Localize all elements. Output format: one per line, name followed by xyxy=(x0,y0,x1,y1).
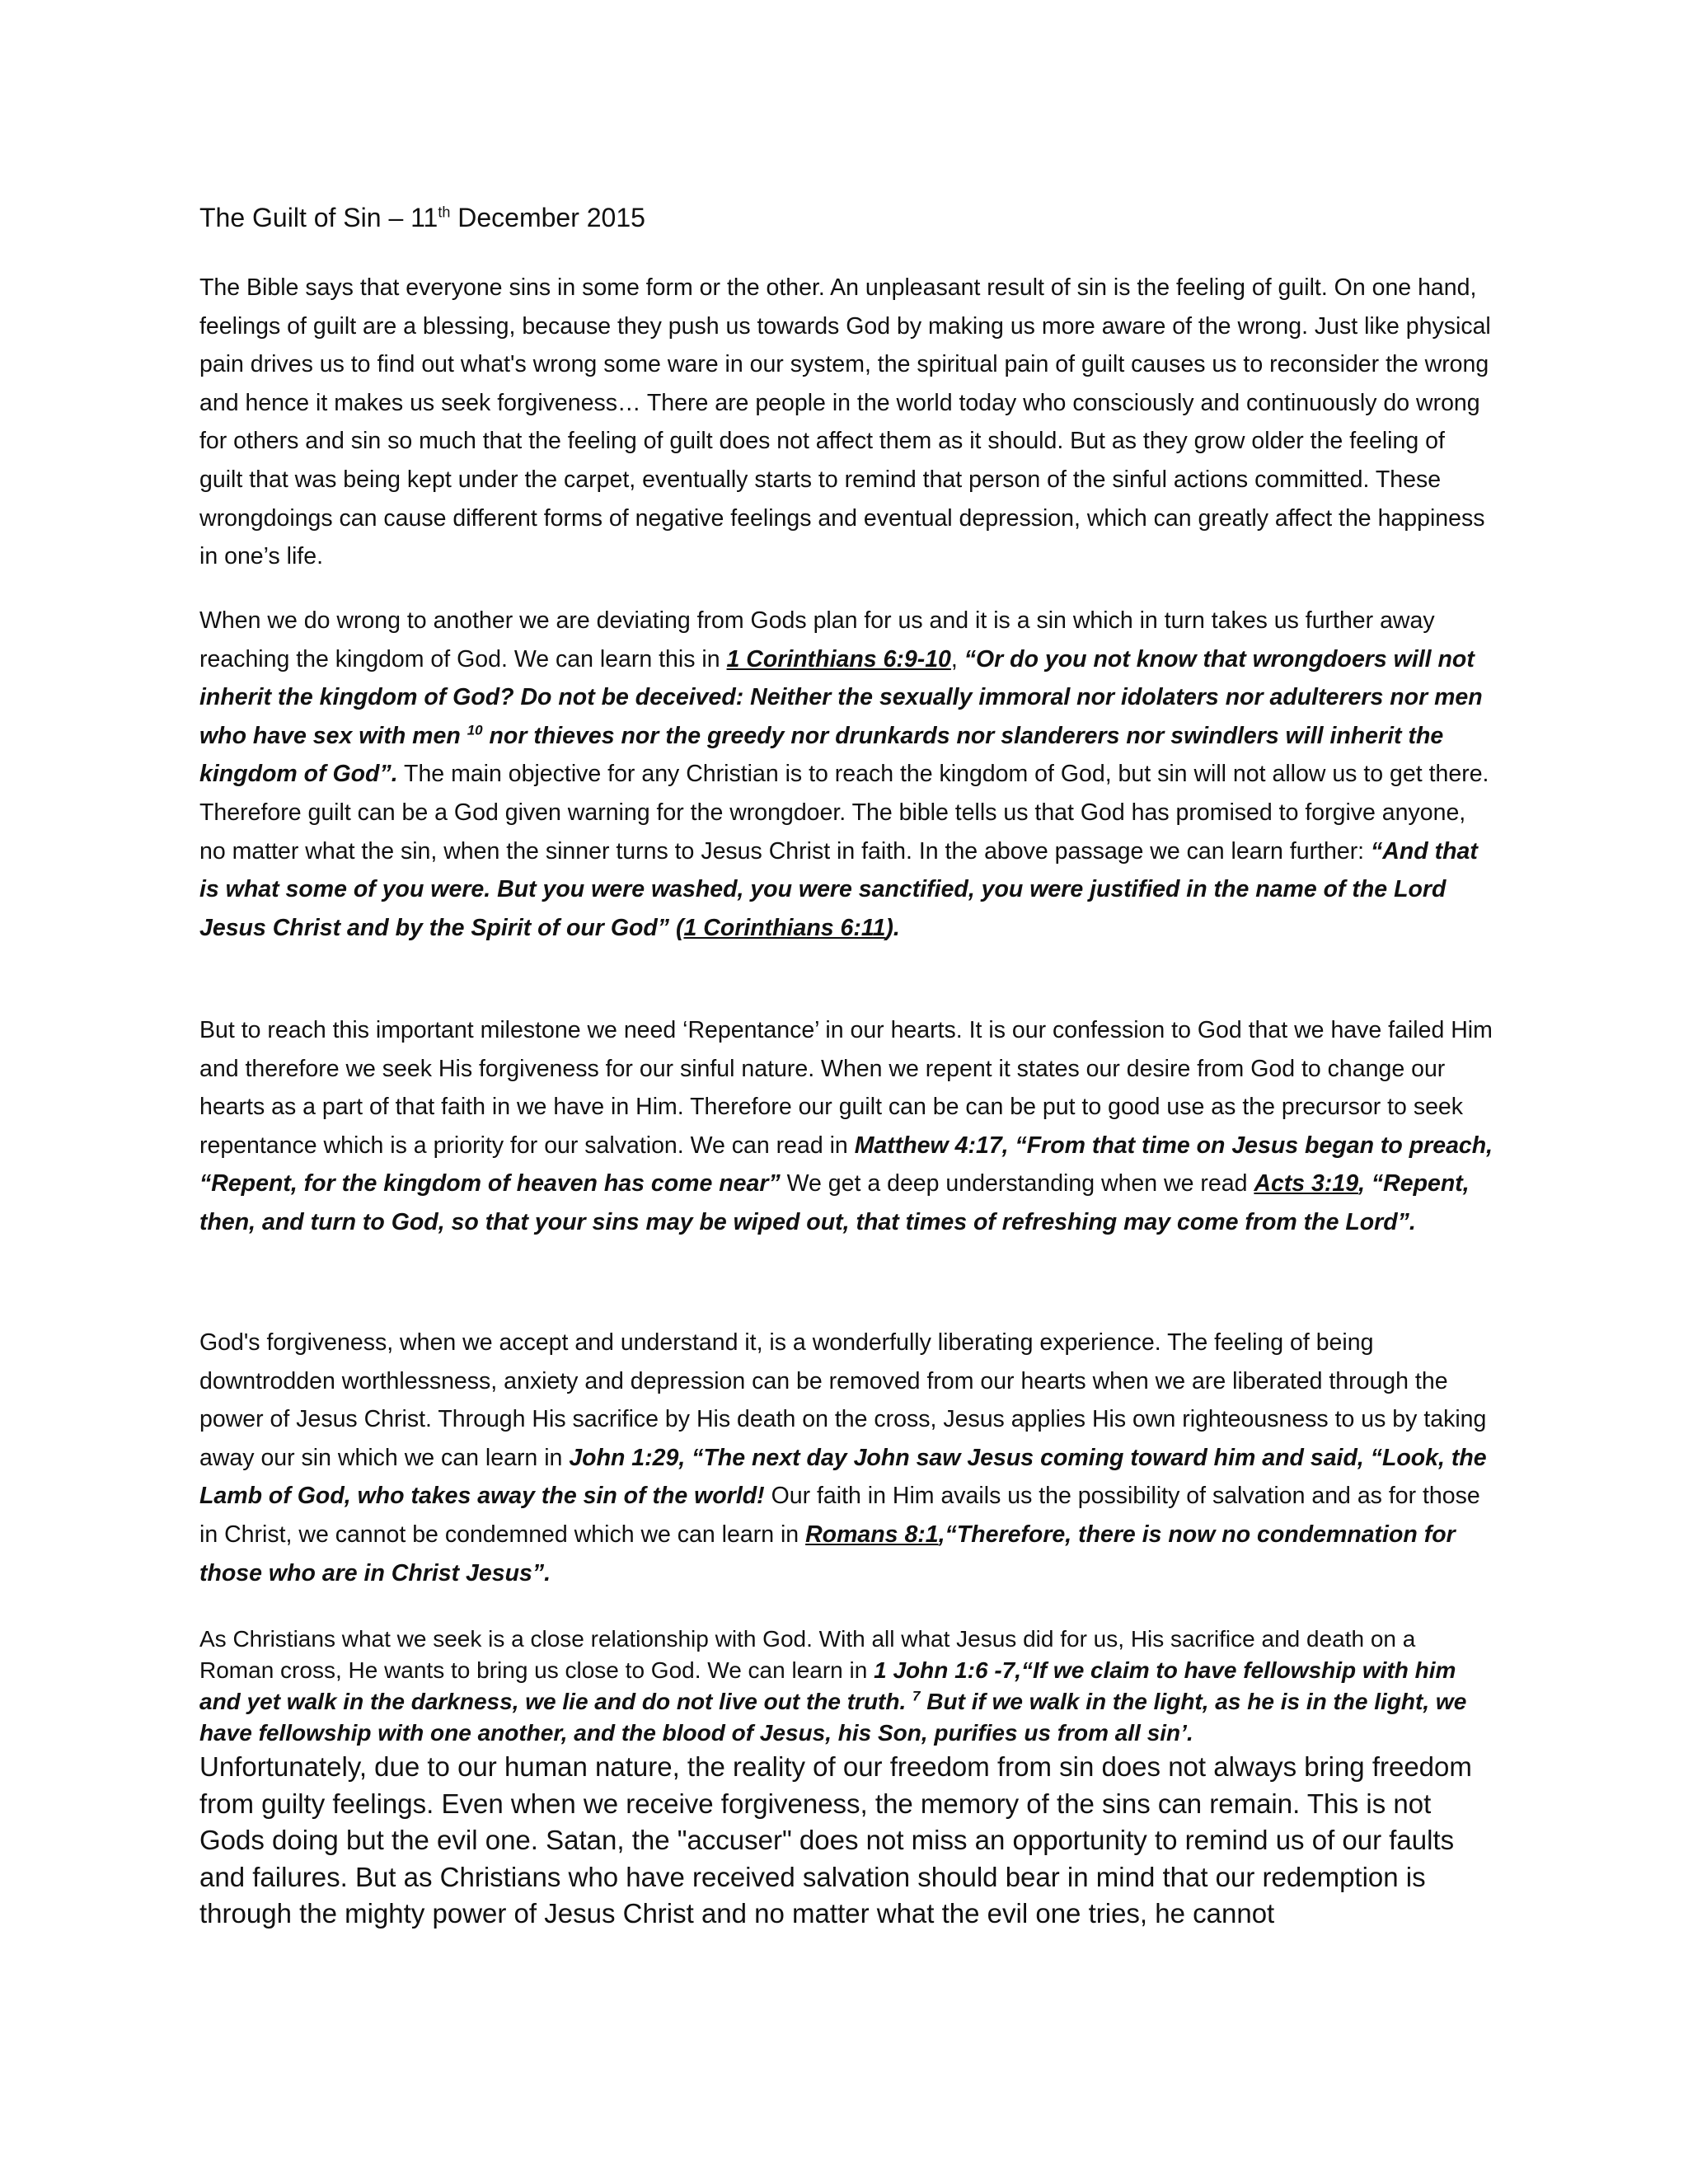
p2-end: ). xyxy=(885,914,900,941)
scripture-link-acts-3-19[interactable]: Acts 3:19 xyxy=(1254,1170,1359,1197)
verse-number: 10 xyxy=(467,722,483,738)
p4-text-b: Our faith in Him avails us the possibility of salvation and as for those in Christ, we cannot be condemned which we can learn in xyxy=(199,1483,1480,1548)
p2-text-a: When we do wrong to another we are deviating from Gods plan for us and it is a sin which in turn takes us further away reaching the kingdom of God. We can learn this in xyxy=(199,607,1435,673)
quote-romans-8-1: ,“Therefore, there is now no condemnation for those who are in Christ Jesus”. xyxy=(199,1521,1456,1586)
paragraph-1: The Bible says that everyone sins in some form or the other. An unpleasant result of sin is the feeling of guilt. On one hand, feelings of guilt are a blessing, because they push us towards God by making us more aware of the wrong. Just like physical pain drives us to find out what's wrong some ware in our system, the spiritual pain of guilt causes us to reconsider the wrong and hence it makes us seek forgiveness… There are people in the world today who consciously and continuously do wrong for others and sin so much that the feeling of guilt does not affect them as it should. But as they grow older the feeling of guilt that was being kept under the carpet, eventually starts to remind that person of the sinful actions committed. These wrongdoings can cause different forms of negative feelings and eventual depression, which can greatly affect the happiness in one’s life. xyxy=(199,274,1491,570)
quote-1-corinthians-6-9: “Or do you not know that wrongdoers will not inherit the kingdom of God? Do not be deceived: Neither the sexually immoral nor idolaters nor adulterers nor men who have sex with men xyxy=(199,645,1483,749)
p3-text-b: We get a deep understanding when we read xyxy=(780,1170,1254,1197)
scripture-link-1-corinthians-6-11[interactable]: 1 Corinthians 6:11 xyxy=(683,914,886,941)
paragraph-4 xyxy=(199,1324,1493,1592)
paragraph-5 xyxy=(199,1624,1493,1749)
paragraph-6: Unfortunately, due to our human nature, the reality of our freedom from sin does not always bring freedom from guilty feelings. Even when we receive forgiveness, the memory of the sins can remain. This is not Gods doing but the evil one. Satan, the "accuser" does not miss an opportunity to remind us of our faults and failures. But as Christians who have received salvation should bear in mind that our redemption is through the mighty power of Jesus Christ and no matter what the evil one tries, he cannot xyxy=(199,1751,1472,1929)
quote-john-1-29: John 1:29, “The next day John saw Jesus coming toward him and said, “Look, the Lamb of God, who takes away the sin of the world! xyxy=(199,1444,1487,1510)
scripture-link-1-corinthians-6-9[interactable]: 1 Corinthians 6:9-10 xyxy=(726,645,951,673)
quote-matthew-4-17: Matthew 4:17, “From that time on Jesus began to preach, “Repent, for the kingdom of heaven has come near” xyxy=(199,1132,1493,1197)
title-date: December 2015 xyxy=(450,203,645,232)
p2-text-b: The main objective for any Christian is to reach the kingdom of God, but sin will not allow us to get there. Therefore guilt can be a God given warning for the wrongdoer. The bible tells us that God has promised to forgive anyone, no matter what the sin, when the sinner turns to Jesus Christ in faith. In the above passage we can learn further: xyxy=(199,761,1489,865)
p5-text-a: As Christians what we seek is a close relationship with God. With all what Jesus did for us, His sacrifice and death on a Roman cross, He wants to bring us close to God. We can learn in xyxy=(199,1626,1416,1683)
paragraph-3 xyxy=(199,1011,1493,1242)
document-title xyxy=(199,201,645,234)
p3-text-a: But to reach this important milestone we need ‘Repentance’ in our hearts. It is our confession to God that we have failed Him and therefore we seek His forgiveness for our sinful nature. When we repent it states our desire from God to change our hearts as a part of that faith in we have in Him. Therefore our guilt can be can be put to good use as the precursor to seek repentance which is a priority for our salvation. We can read in xyxy=(199,1017,1493,1159)
quote-1-john-1-6: 1 John 1:6 -7,“If we claim to have fellowship with him and yet walk in the darkness, we lie and do not live out the truth. xyxy=(199,1657,1456,1714)
verse-number: 7 xyxy=(912,1688,921,1704)
quote-1-corinthians-6-10: nor thieves nor the greedy nor drunkards nor slanderers nor swindlers will inherit the kingdom of God”. xyxy=(199,722,1444,788)
paragraph-2 xyxy=(199,602,1493,947)
p4-text-a: God's forgiveness, when we accept and understand it, is a wonderfully liberating experience. The feeling of being downtrodden worthlessness, anxiety and depression can be removed from our hearts when we are liberated through the power of Jesus Christ. Through His sacrifice by His death on the cross, Jesus applies His own righteousness to us by taking away our sin which we can learn in xyxy=(199,1329,1487,1471)
quote-1-corinthians-6-11: “And that is what some of you were. But you were washed, you were sanctified, you were justified in the name of the Lord Jesus Christ and by the Spirit of our God” ( xyxy=(199,837,1478,941)
scripture-link-romans-8-1[interactable]: Romans 8:1 xyxy=(805,1521,939,1548)
quote-acts-3-19: , “Repent, then, and turn to God, so that your sins may be wiped out, that times of refreshing may come from the Lord”. xyxy=(199,1170,1470,1235)
p2-comma: , xyxy=(950,645,964,673)
quote-1-john-1-7: But if we walk in the light, as he is in the light, we have fellowship with one another, and the blood of Jesus, his Son, purifies us from all sin’. xyxy=(199,1689,1467,1746)
title-text: The Guilt of Sin – 11 xyxy=(199,203,438,232)
title-superscript: th xyxy=(438,204,451,221)
